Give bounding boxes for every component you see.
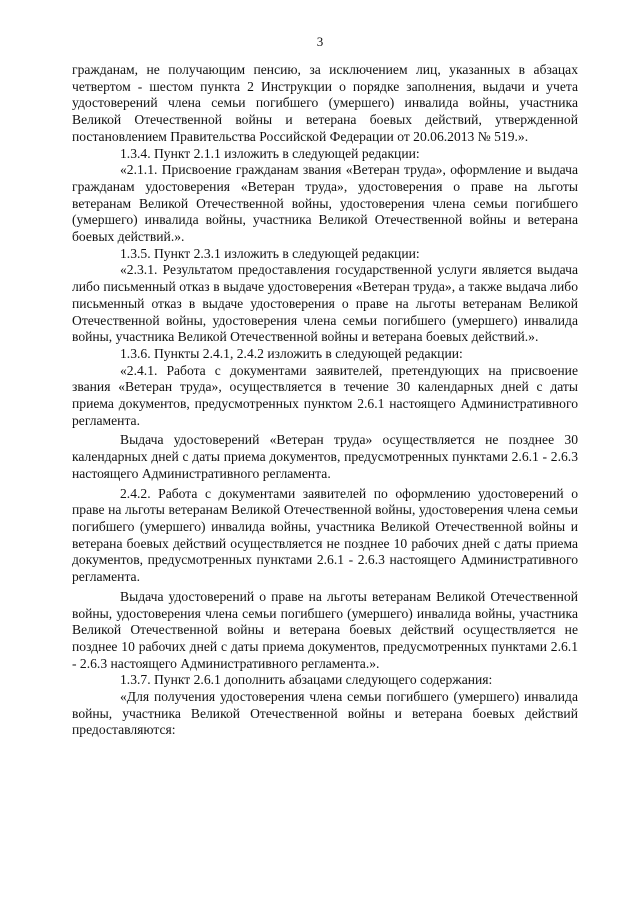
page-number: 3: [316, 34, 324, 49]
paragraph-quote-2-1-1: «2.1.1. Присвоение гражданам звания «Ветеран труда», оформление и выдача гражданам удостоверения «Ветеран труда», удостоверения о праве на льготы ветеранам Великой Отечественной войны, удостоверения члена семьи погибшего (умершего) инвалида войны, участника Великой Отечественной войны и ветерана боевых действий.».: [72, 162, 578, 245]
paragraph-quote-2-4-2: 2.4.2. Работа с документами заявителей по оформлению удостоверений о праве на льготы ветеранам Великой Отечественной войны, удостоверения члена семьи погибшего (умершего) инвалида войны, участника Великой Отечественной войны и ветерана боевых действий осуществляется не позднее 10 рабочих дней с даты приема документов, предусмотренных пунктами 2.6.1 - 2.6.3 настоящего Административного регламента.: [72, 485, 578, 585]
paragraph-issuance-benefits-certificates: Выдача удостоверений о праве на льготы ветеранам Великой Отечественной войны, удостоверения члена семьи погибшего (умершего) инвалида войны, участника Великой Отечественной войны и ветерана боевых действий осуществляется не позднее 10 рабочих дней с даты приема документов, предусмотренных пунктами 2.6.1 - 2.6.3 настоящего Административного регламента.».: [72, 588, 578, 671]
paragraph-item-1-3-5: 1.3.5. Пункт 2.3.1 изложить в следующей редакции:: [120, 245, 420, 261]
paragraph-quote-2-3-1: «2.3.1. Результатом предоставления государственной услуги является выдача либо письменный отказ в выдаче удостоверения «Ветеран труда», а также выдача либо письменный отказ в выдаче удостоверения о праве на льготы ветеранам Великой Отечественной войны, удостоверения члена семьи погибшего (умершего) инвалида войны, участника Великой Отечественной войны и ветерана боевых действий.».: [72, 262, 578, 345]
paragraph-item-1-3-6: 1.3.6. Пункты 2.4.1, 2.4.2 изложить в следующей редакции:: [120, 345, 463, 361]
paragraph-issuance-veteran-of-labor: Выдача удостоверений «Ветеран труда» осуществляется не позднее 30 календарных дней с даты приема документов, предусмотренных пунктами 2.6.1 - 2.6.3 настоящего Административного регламента.: [72, 432, 578, 481]
paragraph-item-1-3-7: 1.3.7. Пункт 2.6.1 дополнить абзацами следующего содержания:: [120, 672, 493, 688]
paragraph-quote-2-4-1: «2.4.1. Работа с документами заявителей, претендующих на присвоение звания «Ветеран труда», осуществляется в течение 30 календарных дней с даты приема документов, предусмотренных пунктом 2.6.1 настоящего Административного регламента.: [72, 362, 578, 428]
paragraph-continuation: гражданам, не получающим пенсию, за исключением лиц, указанных в абзацах четвертом - шестом пункта 2 Инструкции о порядке заполнения, выдачи и учета удостоверений члена семьи погибшего (умершего) инвалида войны, участника Великой Отечественной войны и ветерана боевых действий, утвержденной постановлением Правительства Российской Федерации от 20.06.2013 № 519.».: [72, 62, 578, 144]
paragraph-item-1-3-4: 1.3.4. Пункт 2.1.1 изложить в следующей редакции:: [120, 145, 420, 161]
document-body: [72, 62, 578, 739]
paragraph-quote-for-obtaining: «Для получения удостоверения члена семьи погибшего (умершего) инвалида войны, участника Великой Отечественной войны и ветерана боевых действий предоставляются:: [72, 689, 578, 738]
